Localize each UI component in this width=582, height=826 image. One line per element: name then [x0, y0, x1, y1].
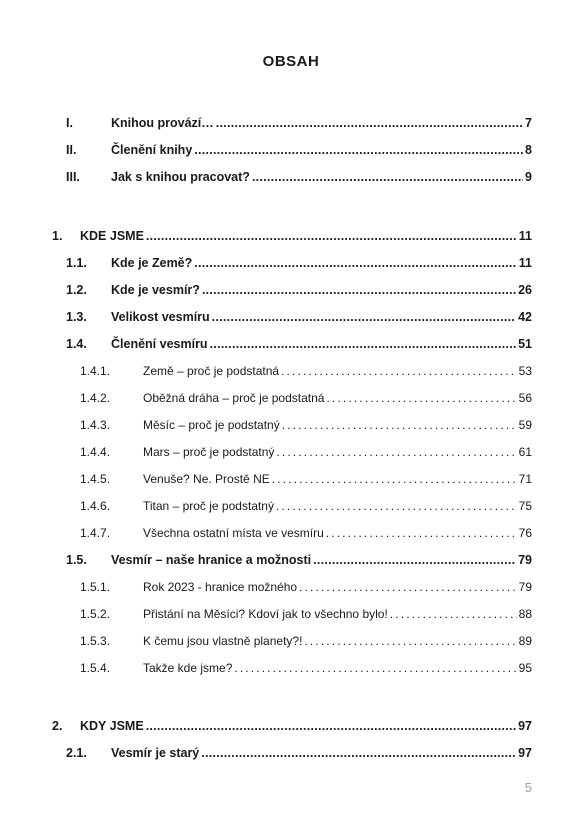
entry-page: 79: [518, 580, 532, 594]
entry-number: 1.4.5.: [80, 472, 111, 486]
entry-number: 1.: [52, 229, 63, 243]
toc-entry-1-4-2[interactable]: [80, 391, 532, 405]
entry-label: Země – proč je podstatná: [143, 364, 280, 378]
dot-leader: [299, 580, 517, 594]
entry-page: 71: [518, 472, 532, 486]
entry-label: Velikost vesmíru: [111, 310, 210, 324]
entry-label: Oběžná dráha – proč je podstatná: [143, 391, 325, 405]
entry-number: 1.4.1.: [80, 364, 111, 378]
entry-number: 1.1.: [66, 256, 87, 270]
toc-entry-1-5-4[interactable]: [80, 661, 532, 675]
toc-entry-section-1-5[interactable]: [66, 553, 532, 567]
dot-leader: [146, 719, 516, 733]
dot-leader: [272, 472, 517, 486]
entry-page: 97: [518, 719, 532, 733]
entry-page: 95: [518, 661, 532, 675]
entry-number: II.: [66, 143, 77, 157]
toc-entry-section-1-3[interactable]: [66, 310, 532, 324]
toc-entry-1-4-1[interactable]: [80, 364, 532, 378]
entry-label: Vesmír je starý: [111, 746, 200, 760]
toc-entry-1-4-4[interactable]: [80, 445, 532, 459]
entry-number: 1.3.: [66, 310, 87, 324]
dot-leader: [390, 607, 517, 621]
entry-label: Kde je Země?: [111, 256, 193, 270]
entry-label: K čemu jsou vlastně planety?!: [143, 634, 303, 648]
entry-page: 7: [525, 116, 532, 130]
entry-number: 1.5.1.: [80, 580, 111, 594]
entry-page: 11: [518, 256, 532, 270]
entry-label: Měsíc – proč je podstatný: [143, 418, 280, 432]
toc-entry-1-4-6[interactable]: [80, 499, 532, 513]
entry-number: 2.1.: [66, 746, 87, 760]
entry-page: 51: [518, 337, 532, 351]
entry-label: Jak s knihou pracovat?: [111, 170, 250, 184]
dot-leader: [194, 256, 517, 270]
entry-page: 88: [518, 607, 532, 621]
entry-label: Vesmír – naše hranice a možnosti: [111, 553, 312, 567]
entry-label: KDY JSME: [80, 719, 144, 733]
entry-number: 1.5.3.: [80, 634, 111, 648]
dot-leader: [201, 746, 516, 760]
entry-label: Kde je vesmír?: [111, 283, 200, 297]
entry-number: III.: [66, 170, 80, 184]
toc-entry-intro-3[interactable]: [66, 170, 532, 184]
entry-number: 1.4.: [66, 337, 87, 351]
toc-entry-1-5-2[interactable]: [80, 607, 532, 621]
toc-entry-section-1-1[interactable]: [66, 256, 532, 270]
entry-label: Všechna ostatní místa ve vesmíru: [143, 526, 324, 540]
entry-label: Venuše? Ne. Prostě NE: [143, 472, 270, 486]
entry-label: Knihou provází…: [111, 116, 214, 130]
entry-label: Takže kde jsme?: [143, 661, 233, 675]
dot-leader: [313, 553, 516, 567]
page-number: 5: [524, 780, 532, 795]
toc-entry-section-1-4[interactable]: [66, 337, 532, 351]
toc-entry-chapter-2[interactable]: [52, 719, 532, 733]
entry-page: 26: [518, 283, 532, 297]
entry-page: 9: [525, 170, 532, 184]
entry-page: 76: [518, 526, 532, 540]
toc-entry-intro-1[interactable]: [66, 116, 532, 130]
toc-entry-section-2-1[interactable]: [66, 746, 532, 760]
dot-leader: [216, 116, 523, 130]
entry-page: 59: [518, 418, 532, 432]
toc-entry-1-4-7[interactable]: [80, 526, 532, 540]
dot-leader: [281, 364, 517, 378]
entry-page: 56: [518, 391, 532, 405]
dot-leader: [282, 418, 517, 432]
entry-label: Členění vesmíru: [111, 337, 208, 351]
dot-leader: [326, 391, 516, 405]
dot-leader: [146, 229, 517, 243]
toc-entry-1-4-3[interactable]: [80, 418, 532, 432]
entry-number: 1.4.2.: [80, 391, 111, 405]
dot-leader: [210, 337, 517, 351]
toc-entry-1-5-1[interactable]: [80, 580, 532, 594]
dot-leader: [304, 634, 516, 648]
toc-title: OBSAH: [262, 53, 320, 70]
dot-leader: [326, 526, 517, 540]
entry-page: 79: [518, 553, 532, 567]
entry-page: 8: [525, 143, 532, 157]
entry-label: Přistání na Měsíci? Kdoví jak to všechno bylo!: [143, 607, 388, 621]
dot-leader: [276, 499, 517, 513]
entry-number: 1.5.: [66, 553, 87, 567]
dot-leader: [202, 283, 516, 297]
entry-number: 1.4.4.: [80, 445, 111, 459]
entry-number: 2.: [52, 719, 63, 733]
toc-entry-chapter-1[interactable]: [52, 229, 532, 243]
dot-leader: [276, 445, 516, 459]
entry-page: 89: [518, 634, 532, 648]
entry-page: 11: [518, 229, 532, 243]
entry-number: I.: [66, 116, 73, 130]
toc-entry-section-1-2[interactable]: [66, 283, 532, 297]
dot-leader: [252, 170, 523, 184]
entry-number: 1.5.4.: [80, 661, 111, 675]
entry-label: Titan – proč je podstatný: [143, 499, 274, 513]
entry-page: 97: [518, 746, 532, 760]
entry-page: 53: [518, 364, 532, 378]
dot-leader: [194, 143, 523, 157]
entry-label: Mars – proč je podstatný: [143, 445, 275, 459]
toc-entry-1-5-3[interactable]: [80, 634, 532, 648]
toc-entry-intro-2[interactable]: [66, 143, 532, 157]
entry-number: 1.4.7.: [80, 526, 111, 540]
entry-number: 1.2.: [66, 283, 87, 297]
entry-number: 1.4.6.: [80, 499, 111, 513]
entry-number: 1.5.2.: [80, 607, 111, 621]
toc-entry-1-4-5[interactable]: [80, 472, 532, 486]
dot-leader: [234, 661, 516, 675]
entry-page: 61: [518, 445, 532, 459]
entry-label: KDE JSME: [80, 229, 144, 243]
entry-page: 75: [518, 499, 532, 513]
entry-number: 1.4.3.: [80, 418, 111, 432]
dot-leader: [212, 310, 516, 324]
entry-page: 42: [518, 310, 532, 324]
entry-label: Členění knihy: [111, 143, 193, 157]
entry-label: Rok 2023 - hranice možného: [143, 580, 298, 594]
